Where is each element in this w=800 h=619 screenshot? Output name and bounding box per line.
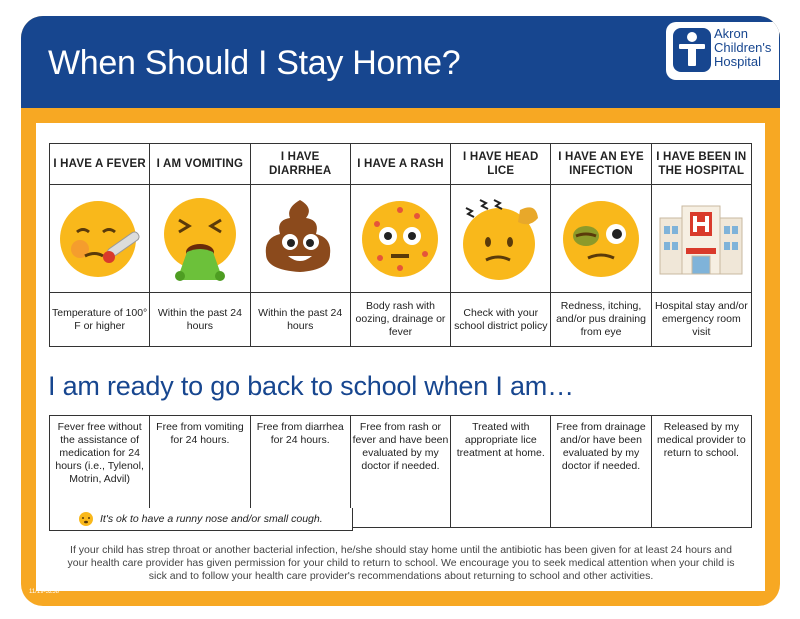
- column-heading: I HAVE A RASH: [350, 144, 450, 185]
- fever-emoji-icon: [55, 194, 145, 284]
- column-heading: I HAVE DIARRHEA: [250, 144, 350, 185]
- rash-emoji-cell: [350, 185, 450, 293]
- column-heading: I HAVE BEEN IN THE HOSPITAL: [651, 144, 751, 185]
- note-text: It's ok to have a runny nose and/or small cough.: [100, 513, 323, 525]
- description-cell: Within the past 24 hours: [250, 293, 350, 347]
- description-cell: Hospital stay and/or emergency room visit: [651, 293, 751, 347]
- ready-item: Free from diarrhea for 24 hours.: [250, 416, 350, 528]
- ready-item: Treated with appropriate lice treatment at home.: [451, 416, 551, 528]
- logo-text: [714, 27, 780, 69]
- description-cell: Body rash with oozing, drainage or fever: [350, 293, 450, 347]
- ready-item: Free from rash or fever and have been evaluated by my doctor if needed.: [350, 416, 450, 528]
- page-title: When Should I Stay Home?: [48, 44, 461, 82]
- poop-emoji-cell: [250, 185, 350, 293]
- head-lice-emoji-icon: [456, 194, 546, 284]
- hospital-building-icon: [656, 194, 746, 284]
- column-heading: I HAVE HEAD LICE: [451, 144, 551, 185]
- hospital-logo[interactable]: [666, 22, 779, 80]
- column-heading: I HAVE A FEVER: [50, 144, 150, 185]
- vomiting-emoji-cell: [150, 185, 250, 293]
- ready-item: Fever free without the assistance of medication for 24 hours (i.e., Tylenol, Motrin, Advil): [50, 416, 150, 528]
- eye-infection-emoji-cell: [551, 185, 651, 293]
- logo-line-2: Children's: [714, 40, 772, 55]
- footer-text: If your child has strep throat or another bacterial infection, he/she should stay home until the antibiotic has been given for at least 24 hours and your health care provider has given permission for your child to return to school. We encourage you to seek medical attention when your child is sick and to follow your health care provider's recommendations about returning to school and other activities.: [67, 544, 735, 582]
- head-lice-emoji-cell: [451, 185, 551, 293]
- ready-item: Released by my medical provider to return to school.: [651, 416, 751, 528]
- ready-item: Free from vomiting for 24 hours.: [150, 416, 250, 528]
- logo-line-1: Akron: [714, 26, 748, 41]
- poster: [21, 16, 780, 606]
- logo-line-3: Hospital: [714, 54, 761, 69]
- column-heading: I AM VOMITING: [150, 144, 250, 185]
- sick-emoji-icon: [78, 511, 94, 527]
- fever-emoji-cell: [50, 185, 150, 293]
- vomiting-emoji-icon: [155, 194, 245, 284]
- description-cell: Temperature of 100° F or higher: [50, 293, 150, 347]
- hospital-cell: [651, 185, 751, 293]
- ready-item: Free from drainage and/or have been evaluated by my doctor if needed.: [551, 416, 651, 528]
- poop-emoji-icon: [255, 194, 345, 284]
- description-cell: Check with your school district policy: [451, 293, 551, 347]
- eye-infection-emoji-icon: [556, 194, 646, 284]
- content-panel: [36, 123, 765, 591]
- column-heading: I HAVE AN EYE INFECTION: [551, 144, 651, 185]
- runny-nose-note: [49, 508, 353, 531]
- rash-emoji-icon: [355, 194, 445, 284]
- child-figure-logo-icon: [673, 28, 711, 72]
- description-cell: Within the past 24 hours: [150, 293, 250, 347]
- stay-home-table: [49, 143, 752, 347]
- description-cell: Redness, itching, and/or pus draining from eye: [551, 293, 651, 347]
- document-code: 11/19-3258: [29, 589, 59, 595]
- ready-heading: I am ready to go back to school when I am…: [48, 371, 574, 401]
